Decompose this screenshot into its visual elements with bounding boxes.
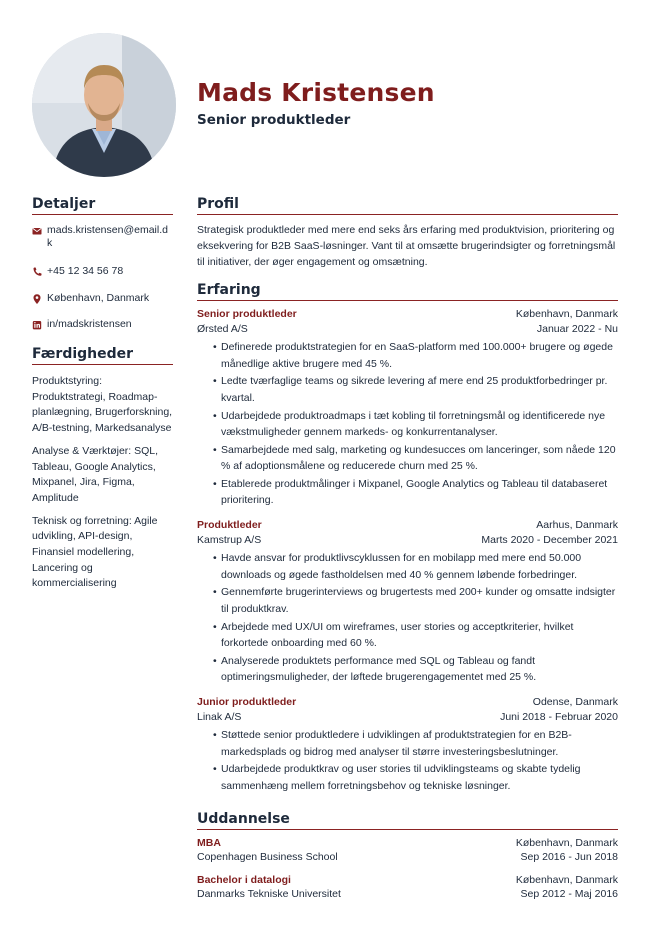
education-school: Copenhagen Business School bbox=[197, 850, 338, 863]
detail-phone[interactable] bbox=[32, 265, 173, 278]
linkedin-icon bbox=[32, 319, 42, 331]
education-heading: Uddannelse bbox=[197, 811, 618, 830]
job-period: Juni 2018 - Februar 2020 bbox=[500, 710, 618, 723]
phone-icon bbox=[32, 266, 42, 278]
job-bullet: • Etablerede produktmålinger i Mixpanel, Google Analytics og Tableau til databaseret prioritering. bbox=[213, 476, 618, 509]
job-company: Kamstrup A/S bbox=[197, 533, 262, 546]
education-period: Sep 2012 - Maj 2016 bbox=[520, 887, 618, 900]
detail-email[interactable] bbox=[32, 224, 173, 250]
person-portrait-icon bbox=[32, 33, 176, 177]
skill-group-analytics: Analyse & Værktøjer: SQL, Tableau, Google Analytics, Mixpanel, Jira, Figma, Amplitude bbox=[32, 444, 159, 504]
job-bullet: • Ledte tværfaglige teams og sikrede levering af mere end 25 produktforbedringer pr. kvartal. bbox=[213, 373, 618, 406]
job-period: Marts 2020 - December 2021 bbox=[481, 533, 618, 546]
detail-location bbox=[32, 292, 173, 305]
job-bullet: • Støttede senior produktledere i udviklingen af produktstrategien for en B2B-markedsplads og bidrog med analyser til større investeringsbeslutninger. bbox=[213, 727, 618, 760]
education-degree: MBA bbox=[197, 836, 221, 849]
education-location: København, Danmark bbox=[515, 836, 618, 849]
job-location: København, Danmark bbox=[515, 308, 618, 321]
job-bullet: • Gennemførte brugerinterviews og brugertests med 200+ kunder og omsatte indsigter til produktkrav. bbox=[213, 584, 618, 617]
education-entry bbox=[197, 873, 618, 901]
candidate-name: Mads Kristensen bbox=[197, 78, 435, 107]
email-icon bbox=[32, 225, 42, 237]
education-degree: Bachelor i datalogi bbox=[197, 873, 291, 886]
job-role: Senior produktleder bbox=[197, 308, 297, 321]
job-bullet: • Havde ansvar for produktlivscyklussen for en mobilapp med mere end 50.000 downloads og øgede fastholdelsen med 40 % gennem løbende forbedringer. bbox=[213, 550, 618, 583]
details-heading: Detaljer bbox=[32, 196, 173, 215]
job-bullet: • Arbejdede med UX/UI om wireframes, user stories og acceptkriterier, hvilket forkortede onboarding med 60 %. bbox=[213, 619, 618, 652]
education-school: Danmarks Tekniske Universitet bbox=[197, 887, 341, 900]
skill-group-technical: Teknisk og forretning: Agile udvikling, API-design, Finansiel modellering, Lancering og kommercialisering bbox=[32, 514, 158, 590]
job-role: Junior produktleder bbox=[197, 696, 297, 709]
job-company: Ørsted A/S bbox=[197, 322, 248, 335]
sidebar bbox=[32, 196, 173, 599]
job-location: Odense, Danmark bbox=[532, 696, 618, 709]
profile-summary: Strategisk produktleder med mere end seks års erfaring med produktvision, prioritering og eksekvering for B2B SaaS-løsninger. Vant til at omsætte brugerindsigter og forretningsmål til initiativer, der øger engagement og omsætning. bbox=[197, 224, 616, 268]
education-entry bbox=[197, 836, 618, 864]
linkedin-text: in/madskristensen bbox=[47, 318, 132, 330]
candidate-title: Senior produktleder bbox=[197, 112, 351, 128]
location-pin-icon bbox=[32, 293, 42, 305]
profile-photo bbox=[32, 33, 176, 177]
skills-heading: Færdigheder bbox=[32, 346, 173, 365]
job-bullet: • Udarbejdede produktkrav og user stories til udviklingsteams og skabte tydelig sammenhæng mellem forretningsbehov og tekniske løsninger. bbox=[213, 761, 618, 794]
experience-heading: Erfaring bbox=[197, 282, 618, 301]
job-entry bbox=[197, 695, 618, 794]
job-bullets bbox=[197, 550, 618, 685]
job-role: Produktleder bbox=[197, 519, 262, 532]
job-bullets bbox=[197, 339, 618, 508]
main-content bbox=[197, 196, 618, 901]
job-bullet: • Samarbejdede med salg, marketing og kundesucces om lanceringer, som nåede 120 % af adoptionsmålene og reducerede churn med 25 %. bbox=[213, 442, 618, 475]
education-location: København, Danmark bbox=[515, 873, 618, 886]
job-bullet: • Analyserede produktets performance med SQL og Tableau og fandt optimeringsmuligheder, der løftede brugerengagementet med 25 %. bbox=[213, 653, 618, 686]
job-location: Aarhus, Danmark bbox=[536, 519, 618, 532]
detail-linkedin[interactable] bbox=[32, 318, 173, 331]
job-bullet: • Definerede produktstrategien for en SaaS-platform med 100.000+ brugere og øgede månedlige aktive brugere med 45 %. bbox=[213, 339, 618, 372]
job-company: Linak A/S bbox=[197, 710, 242, 723]
job-entry bbox=[197, 307, 618, 508]
job-bullet: • Udarbejdede produktroadmaps i tæt kobling til forretningsmål og identificerede nye vækstmuligheder gennem markeds- og konkurrentanalyser. bbox=[213, 408, 618, 441]
job-period: Januar 2022 - Nu bbox=[536, 322, 618, 335]
job-bullets bbox=[197, 727, 618, 794]
profile-heading: Profil bbox=[197, 196, 618, 215]
job-entry bbox=[197, 518, 618, 685]
email-text: mads.kristensen@email.dk bbox=[47, 224, 168, 249]
location-text: København, Danmark bbox=[47, 292, 150, 304]
phone-text: +45 12 34 56 78 bbox=[47, 265, 124, 277]
education-period: Sep 2016 - Jun 2018 bbox=[520, 850, 618, 863]
skill-group-product: Produktstyring: Produktstrategi, Roadmap-planlægning, Brugerforskning, A/B-testning, Markedsanalyse bbox=[32, 375, 173, 435]
